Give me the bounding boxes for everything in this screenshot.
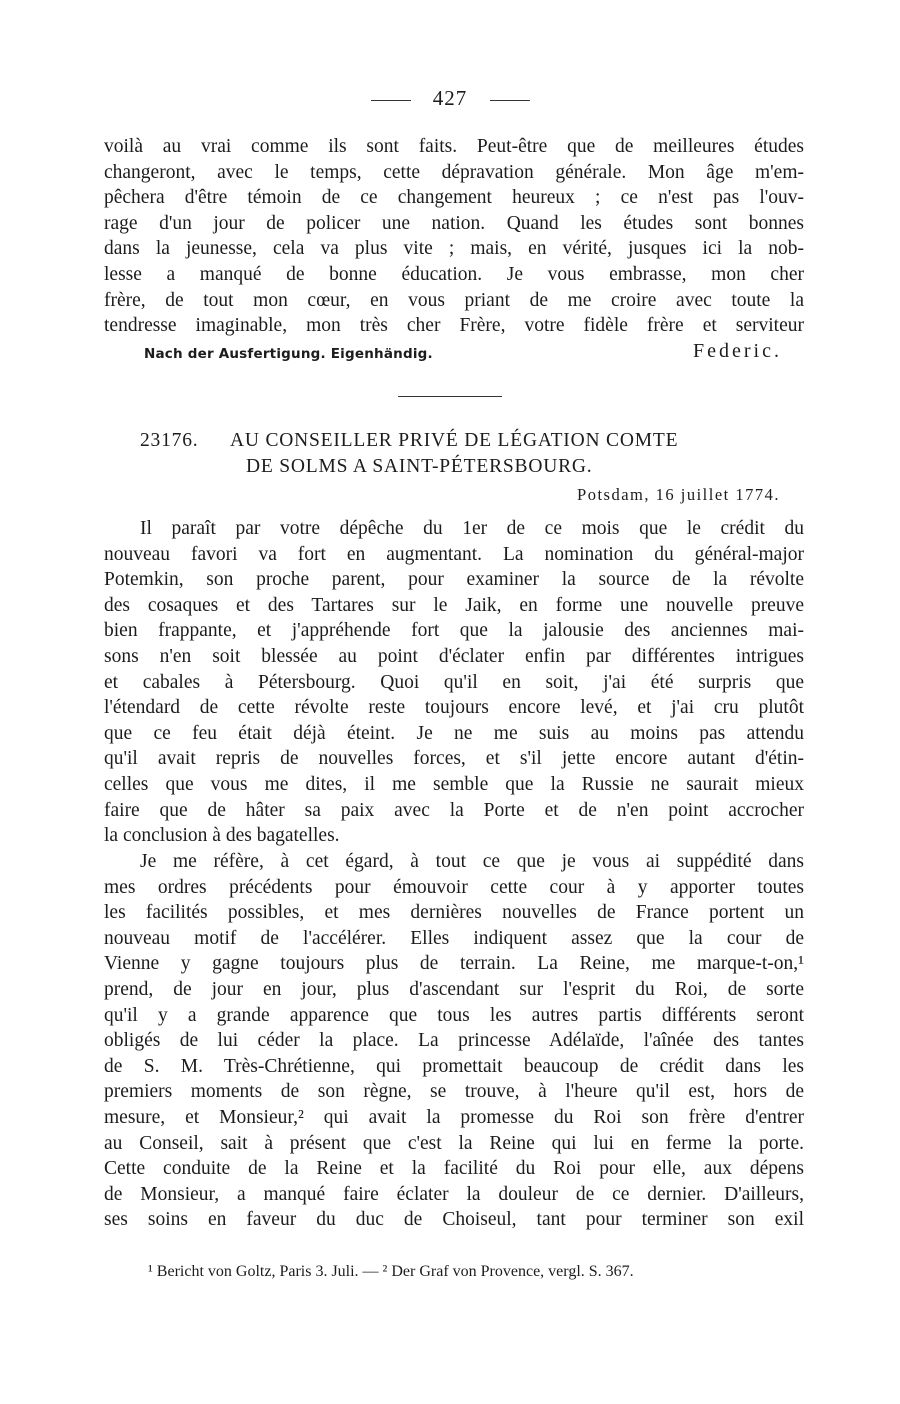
text-line: pêchera d'être témoin de ce changement heureux ; ce n'est pas l'ouv- bbox=[104, 187, 804, 209]
text-line: Potemkin, son proche parent, pour examiner la source de la révolte bbox=[104, 569, 804, 591]
text-line: des cosaques et des Tartares sur le Jaik, en forme une nouvelle preuve bbox=[104, 594, 804, 616]
text-line: Il paraît par votre dépêche du 1er de ce mois que le crédit du bbox=[140, 518, 804, 539]
text-line: lesse a manqué de bonne éducation. Je vous embrasse, mon cher bbox=[104, 263, 804, 285]
source-row bbox=[104, 340, 784, 366]
text-line: et cabales à Pétersbourg. Quoi qu'il en soit, j'ai été surpris que bbox=[104, 671, 804, 693]
text-line: qu'il avait repris de nouvelles forces, et s'il jette encore autant d'étin- bbox=[104, 748, 804, 770]
text-line: de Monsieur, a manqué faire éclater la douleur de ce dernier. D'ailleurs, bbox=[104, 1183, 804, 1205]
text-line: la conclusion à des bagatelles. bbox=[104, 825, 340, 847]
source-note: Nach der Ausfertigung. Eigenhändig. bbox=[144, 346, 433, 362]
text-line: Je me réfère, à cet égard, à tout ce que je vous ai suppédité dans bbox=[140, 851, 804, 872]
heading-line-1 bbox=[140, 428, 780, 454]
text-line: qu'il y a grande apparence que tous les autres partis différents seront bbox=[104, 1004, 804, 1026]
paragraph-1 bbox=[104, 516, 804, 849]
dateline: Potsdam, 16 juillet 1774. bbox=[577, 485, 780, 504]
text-line: dans la jeunesse, cela va plus vite ; mais, en vérité, jusques ici la nob- bbox=[104, 238, 804, 260]
text-line: l'étendard de cette révolte reste toujours encore levé, et j'ai cru plutôt bbox=[104, 697, 804, 719]
heading-title: AU CONSEILLER PRIVÉ DE LÉGATION COMTE bbox=[230, 430, 679, 451]
text-line: que ce feu était déjà éteint. Je ne me suis au moins pas attendu bbox=[104, 722, 804, 744]
text-line: prend, de jour en jour, plus d'ascendant sur l'esprit du Roi, de sorte bbox=[104, 978, 804, 1000]
text-line: nouveau favori va fort en augmentant. La nomination du général-major bbox=[104, 543, 804, 565]
text-line: les facilités possibles, et mes dernières nouvelles de France portent un bbox=[104, 902, 804, 924]
text-line: frère, de tout mon cœur, en vous priant de me croire avec toute la bbox=[104, 289, 804, 311]
heading-line-2: DE SOLMS A SAINT-PÉTERSBOURG. bbox=[246, 456, 593, 477]
text-line: nouveau motif de l'accélérer. Elles indiquent assez que la cour de bbox=[104, 927, 804, 949]
text-line: mes ordres précédents pour émouvoir cette cour à y apporter toutes bbox=[104, 876, 804, 898]
header-dash-left bbox=[371, 100, 411, 101]
text-line: tendresse imaginable, mon très cher Frère, votre fidèle frère et serviteur bbox=[104, 315, 804, 337]
text-line: faire que de hâter sa paix avec la Porte et de n'en point accrocher bbox=[104, 799, 804, 821]
text-line: Cette conduite de la Reine et la facilité du Roi pour elle, aux dépens bbox=[104, 1158, 804, 1180]
page-number: 427 bbox=[432, 86, 468, 110]
text-line: mesure, et Monsieur,² qui avait la promesse du Roi son frère d'entrer bbox=[104, 1106, 804, 1128]
footnotes: ¹ Bericht von Goltz, Paris 3. Juli. — ² Der Graf von Provence, vergl. S. 367. bbox=[148, 1263, 634, 1280]
text-line: bien frappante, et j'appréhende fort que la jalousie des anciennes mai- bbox=[104, 620, 804, 642]
signature: Federic. bbox=[693, 340, 782, 362]
text-line: ses soins en faveur du duc de Choiseul, tant pour terminer son exil bbox=[104, 1209, 804, 1231]
text-line: voilà au vrai comme ils sont faits. Peut-être que de meilleures études bbox=[104, 136, 804, 157]
text-line: au Conseil, sait à présent que c'est la Reine qui lui en ferme la porte. bbox=[104, 1132, 804, 1154]
letter-number: 23176. bbox=[140, 430, 199, 451]
letter-heading bbox=[140, 428, 780, 480]
text-line: premiers moments de son règne, se trouve, à l'heure qu'il est, hors de bbox=[104, 1081, 804, 1103]
top-paragraph bbox=[104, 134, 804, 339]
text-line: rage d'un jour de policer une nation. Quand les études sont bonnes bbox=[104, 212, 804, 234]
text-line: de S. M. Très-Chrétienne, qui promettait beaucoup de crédit dans les bbox=[104, 1055, 804, 1077]
section-separator bbox=[398, 396, 502, 397]
text-line: sons n'en soit blessée au point d'éclater enfin par différentes intrigues bbox=[104, 645, 804, 667]
text-line: obligés de lui céder la place. La princesse Adélaïde, l'aînée des tantes bbox=[104, 1030, 804, 1052]
page-header bbox=[0, 86, 900, 111]
text-line: celles que vous me dites, il me semble que la Russie ne saurait mieux bbox=[104, 773, 804, 795]
text-line: Vienne y gagne toujours plus de terrain. La Reine, me marque-t-on,¹ bbox=[104, 953, 804, 975]
header-dash-right bbox=[490, 100, 530, 101]
paragraph-2 bbox=[104, 849, 804, 1233]
text-line: changeront, avec le temps, cette dépravation générale. Mon âge m'em- bbox=[104, 161, 804, 183]
